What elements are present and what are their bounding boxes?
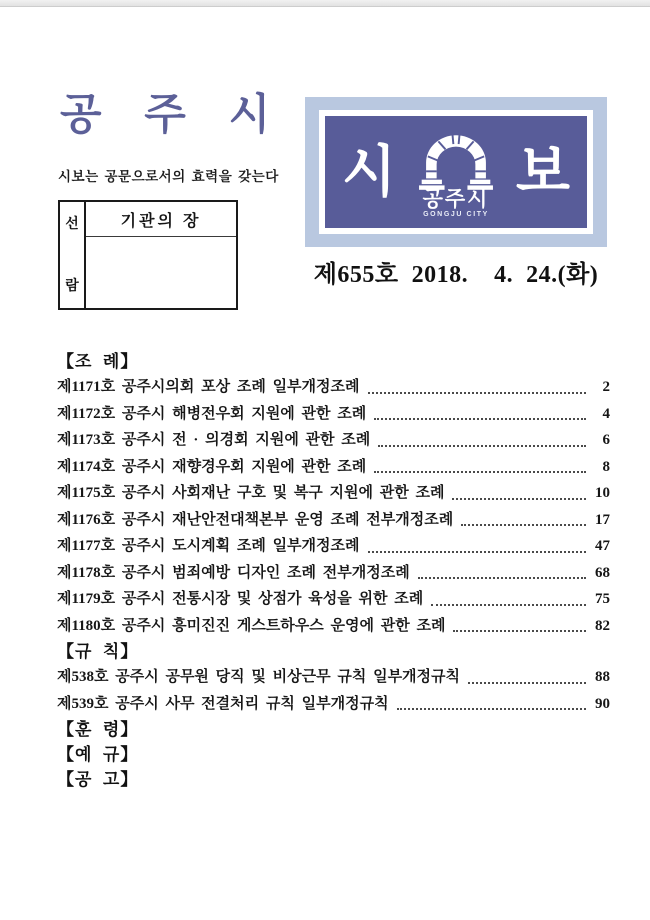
logo-char-bo: 보 [515, 140, 570, 203]
toc-item-label: 제1179호 공주시 전통시장 및 상점가 육성을 위한 조례 [57, 591, 424, 607]
toc [57, 349, 610, 792]
gazette-logo [305, 97, 607, 247]
toc-item-label: 제1180호 공주시 흥미진진 게스트하우스 운영에 관한 조례 [57, 617, 446, 634]
dot-leader [468, 682, 586, 684]
toc-item-page: 4 [602, 405, 610, 422]
toc-item-page: 68 [595, 564, 610, 581]
dot-leader [418, 577, 586, 579]
toc-item-label: 제1173호 공주시 전 · 의경회 지원에 관한 조례 [57, 432, 371, 448]
approval-box-empty-cell [86, 237, 236, 308]
dot-leader [452, 498, 586, 500]
toc-item-page: 17 [595, 511, 610, 528]
toc-item [57, 586, 610, 613]
toc-section-title: 【공 고】 [57, 770, 139, 789]
logo-center-block [412, 127, 500, 219]
logo-char-si: 시 [342, 140, 397, 203]
toc-item-page: 88 [595, 669, 610, 685]
toc-item [57, 560, 610, 587]
approval-box-side-column [60, 202, 86, 308]
toc-item-page: 8 [602, 458, 610, 475]
dot-leader [368, 392, 586, 394]
toc-section-title: 【규 칙】 [57, 642, 139, 661]
toc-item-label: 제539호 공주시 사무 전결처리 규칙 일부개정규칙 [57, 695, 389, 712]
toc-item-page: 75 [595, 591, 610, 607]
dot-leader [378, 445, 586, 447]
city-title: 공 주 시 [60, 92, 273, 139]
toc-item-page: 82 [595, 617, 610, 634]
approval-box-main [86, 202, 236, 308]
toc-item-label: 제1174호 공주시 재향경우회 지원에 관한 조례 [57, 458, 367, 475]
toc-item [57, 664, 610, 691]
dot-leader [461, 524, 586, 526]
toc-item-label: 제1176호 공주시 재난안전대책본부 운영 조례 전부개정조례 [57, 511, 454, 528]
toc-item-page: 47 [595, 538, 610, 554]
dot-leader [368, 551, 586, 553]
toc-item [57, 454, 610, 481]
stone-arch-icon [412, 127, 500, 191]
toc-item-label: 제1177호 공주시 도시계획 조례 일부개정조례 [57, 538, 360, 554]
toc-item [57, 613, 610, 640]
dot-leader [431, 604, 586, 606]
toc-item [57, 427, 610, 454]
toc-item [57, 691, 610, 718]
toc-item-page: 6 [602, 432, 610, 448]
dot-leader [453, 630, 586, 632]
approval-side-top-label: 선 [65, 217, 79, 232]
toc-section-title: 【훈 령】 [57, 720, 139, 739]
toc-section-title: 【조 례】 [57, 352, 139, 371]
approval-side-bottom-label: 람 [65, 279, 79, 294]
toc-item [57, 374, 610, 401]
toc-item [57, 401, 610, 428]
dot-leader [397, 708, 586, 710]
toc-item-label: 제1171호 공주시의회 포상 조례 일부개정조례 [57, 379, 360, 395]
dot-leader [374, 471, 586, 473]
issue-number-and-date: 제655호 2018. 4. 24.(화) [313, 262, 599, 288]
toc-section-title: 【예 규】 [57, 745, 139, 764]
approval-box-header: 기관의 장 [86, 202, 236, 237]
logo-city-name-kr: 공주시 [422, 187, 490, 211]
toc-item-page: 2 [602, 379, 610, 395]
toc-item-label: 제1178호 공주시 범죄예방 디자인 조례 전부개정조례 [57, 564, 410, 581]
approval-box [58, 200, 238, 310]
page-top-edge [0, 0, 650, 7]
toc-item-label: 제1175호 공주시 사회재난 구호 및 복구 지원에 관한 조례 [57, 485, 445, 501]
gazette-logo-inner [319, 110, 593, 234]
toc-item [57, 507, 610, 534]
toc-item-page: 90 [595, 695, 610, 712]
toc-item [57, 480, 610, 507]
gazette-motto: 시보는 공문으로서의 효력을 갖는다 [58, 169, 279, 184]
toc-item-label: 제538호 공주시 공무원 당직 및 비상근무 규칙 일부개정규칙 [57, 669, 461, 685]
logo-city-name-en: GONGJU CITY [423, 211, 489, 218]
toc-item-page: 10 [595, 485, 610, 501]
toc-item [57, 533, 610, 560]
dot-leader [374, 418, 586, 420]
toc-item-label: 제1172호 공주시 해병전우회 지원에 관한 조례 [57, 405, 367, 422]
